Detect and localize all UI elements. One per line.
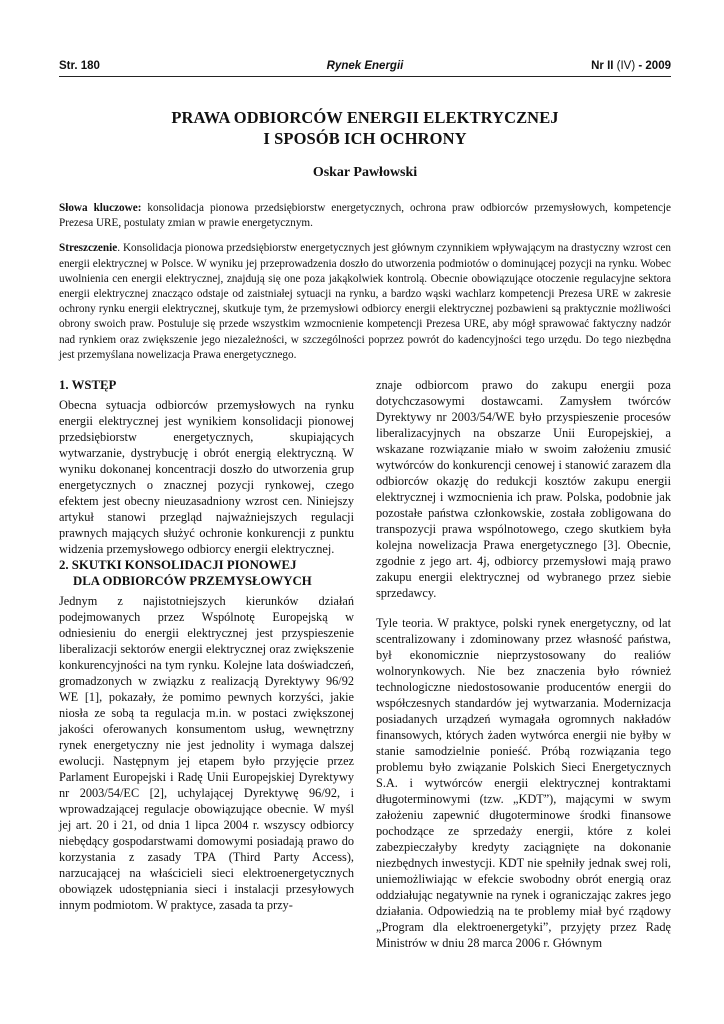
- section-2-heading-line-1: 2. SKUTKI KONSOLIDACJI PIONOWEJ: [59, 558, 297, 573]
- title-line-2: I SPOSÓB ICH OCHRONY: [263, 129, 467, 148]
- right-paragraph-2: Tyle teoria. W praktyce, polski rynek energetyczny, od lat scentralizowany i zdominowany przez własność państwa, był ekonomicznie nieprzystosowany do realiów wolnorynkowych. Nie bez znaczenia było również technologiczne niedostosowanie producentów energii do współczesnych standardów jej wytwarzania. Modernizacja posiadanych urządzeń wymagała ogromnych nakładów finansowych, których żaden wytwórca energii nie byłby w stanie samodzielnie ponieść. Próbą rozwiązania tego problemu było związanie Polskich Sieci Energetycznych S.A. i wytwórców energii elektrycznej kontraktami długoterminowymi (tzw. „KDT”), mającymi w swym założeniu zapewnić długoterminowe środki finansowe pochodzące ze sprzedaży energii, które z kolei zabezpieczałyby kredyty zaciągnięte na dokonanie niezbędnych inwestycji. KDT nie spełniły jednak swej roli, uniemożliwiając w efekcie swobodny obrót energią oraz oddziałując negatywnie na rynek i ograniczając zakres jego działania. Odpowiedzią na te problemy miał być rządowy „Program dla elektroenergetyki”, przyjęty przez Radę Ministrów w dniu 28 marca 2006 r. Głównym: [376, 616, 671, 951]
- page-number: Str. 180: [59, 60, 100, 72]
- title-line-1: PRAWA ODBIORCÓW ENERGII ELEKTRYCZNEJ: [171, 108, 559, 127]
- issue-suffix: - 2009: [635, 60, 671, 72]
- right-column: [376, 377, 671, 951]
- section-2-heading: [59, 557, 354, 589]
- abstract-label: Streszczenie: [59, 242, 118, 255]
- section-2-body: Jednym z najistotniejszych kierunków działań podejmowanych przez Wspólnotę Europejską w odniesieniu do energii elektrycznej jest przyspieszenie liberalizacji sektorów energii elektrycznej oraz zwiększenie konkurencyjności na tym rynku. Kolejne lata doświadczeń, gromadzonych w związku z realizacją Dyrektywy 96/92 WE [1], pokazały, że pomimo pewnych korzyści, jakie niosła ze sobą ta regulacja m.in. w postaci zwiększonej jakości oferowanych konsumentom usług, wewnętrzny rynek energetyczny nie jest jednolity i wymaga dalszej ewolucji. Następnym jej etapem było przyjęcie przez Parlament Europejski i Radę Unii Europejskiej Dyrektywy nr 2003/54/EC [2], uchylającej Dyrektywę 96/92, i wprowadzającej regulacje obowiązujące obecnie. W myśl jej art. 20 i 21, od dnia 1 lipca 2004 r. wszyscy odbiorcy niebędący gospodarstwami domowymi posiadają prawo do korzystania z zasady TPA (Third Party Access), narzucającej na właścicieli sieci elektroenergetycznych obowiązek udostępniania sieci i instalacji przesyłowych innym podmiotom. W praktyce, zasada ta przy-: [59, 594, 354, 913]
- issue-paren: (IV): [616, 60, 636, 72]
- article-title: [59, 107, 671, 149]
- journal-name: Rynek Energii: [326, 60, 404, 72]
- section-2-heading-line-2: DLA ODBIORCÓW PRZEMYSŁOWYCH: [73, 574, 312, 589]
- abstract-text: . Konsolidacja pionowa przedsiębiorstw energetycznych jest głównym czynnikiem wpływającym na drastyczny wzrost cen energii elektrycznej w Polsce. W wyniku jej przeprowadzenia doszło do utworzenia podmiotów o dominującej pozycji na rynku. Wobec uwolnienia cen energii elektrycznej, znajdują się one poza jakąkolwiek kontrolą. Obecnie obowiązujące otoczenie regulacyjne sektora energii elektrycznej znacząco odstaje od zaistniałej sytuacji na rynku, a bardzo wąski wachlarz kompetencji Prezesa URE w zakresie ochrony rynku energii elektrycznej, skutkuje tym, że przemysłowi odbiorcy energii elektrycznej pozbawieni są praktycznie możliwości obrony swoich praw. Postuluje się przede wszystkim wzmocnienie kompetencji Prezesa URE, aby mógł sprawować faktyczny nadzór nad rynkiem oraz zwiększenie jego niezależności, w szczególności poprzez powrót do kadencyjności tego urzędu. Do tego niezbędna jest przemyślana nowelizacja Prawa energetycznego.: [59, 242, 671, 361]
- right-paragraph-1: znaje odbiorcom prawo do zakupu energii poza dotychczasowymi dostawcami. Zamysłem twórców Dyrektywy nr 2003/54/WE było przyspieszenie procesów liberalizacyjnych na obszarze Unii Europejskiej, a wskazane rozwiązanie miało w swoim założeniu zmusić wytwórców do konkurencji cenowej i stanowić zarazem dla odbiorców okazję do redukcji kosztów zakupu energii elektrycznej i wzmocnienia ich praw. Polska, podobnie jak pozostałe państwa członkowskie, została zobligowana do transpozycji prawa wspólnotowego, czego skutkiem była kolejna nowelizacja Prawa energetycznego [3]. Obecnie, zgodnie z jego art. 4j, odbiorcy przemysłowi mają prawo zakupu energii elektrycznej od wybranego przez siebie sprzedawcy.: [376, 378, 671, 601]
- running-header: [59, 58, 671, 77]
- keywords-text: konsolidacja pionowa przedsiębiorstw energetycznych, ochrona praw odbiorców przemysłowych, kompetencje Prezesa URE, postulaty zmian w prawie energetycznym.: [59, 202, 671, 230]
- abstract: [59, 241, 671, 363]
- section-1-body: Obecna sytuacja odbiorców przemysłowych na rynku energii elektrycznej jest wynikiem konsolidacji pionowej przedsiębiorstw energetycznych, skupiających wytwarzanie, dystrybucję i obrót energią elektryczną. W wyniku dokonanej koncentracji doszło do utworzenia grup energetycznych o znacznej pozycji rynkowej, czego efektem jest obecny nieuzasadniony wzrost cen. Niniejszy artykuł stanowi przegląd najważniejszych regulacji prawnych mających służyć ochronie konkurencji z punktu widzenia przemysłowego odbiorcy energii elektrycznej.: [59, 398, 354, 557]
- keywords: [59, 201, 671, 231]
- body-columns: [59, 377, 671, 951]
- left-column: [59, 377, 354, 951]
- page: [59, 58, 671, 951]
- section-1-heading: 1. WSTĘP: [59, 378, 117, 393]
- issue-prefix: Nr II: [591, 60, 617, 72]
- author: Oskar Pawłowski: [312, 165, 418, 180]
- keywords-label: Słowa kluczowe:: [59, 202, 142, 214]
- issue-number: [591, 60, 671, 72]
